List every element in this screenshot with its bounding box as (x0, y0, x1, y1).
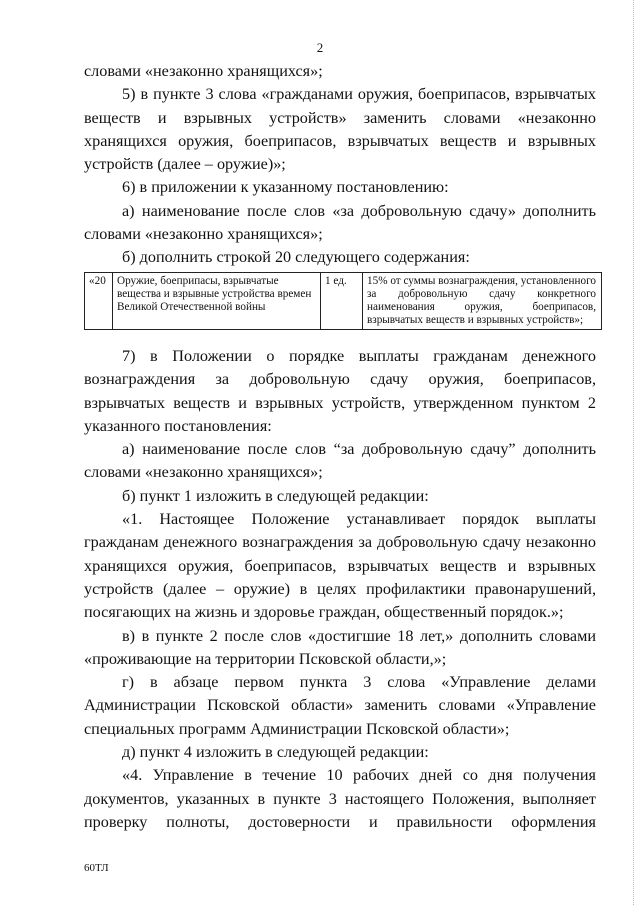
item-name-cell: Оружие, боеприпасы, взрывчатые вещества и взрывные устройства времен Великой Отечественной войны (113, 273, 321, 330)
text-block-bottom (84, 345, 596, 834)
paragraph: а) наименование после слов “за добровольную сдачу” дополнить словами «незаконно хранящихся»; (84, 440, 596, 482)
page-number: 2 (316, 40, 324, 55)
reward-cell: 15% от суммы вознаграждения, установленного за добровольную сдачу конкретного наименования оружия, боеприпасов, взрывчатых веществ и взрывных устройств»; (363, 273, 602, 330)
paragraph: «4. Управление в течение 10 рабочих дней со дня получения документов, указанных в пункте 3 настоящего Положения, выполняет проверку полноты, достоверности и правильности оформления (84, 766, 596, 831)
paragraph: д) пункт 4 изложить в следующей редакции: (122, 743, 429, 762)
paragraph: г) в абзаце первом пункта 3 слова «Управление делами Администрации Псковской области» заменить словами «Управление специальных программ Администрации Псковской области»; (84, 673, 596, 738)
unit-cell: 1 ед. (321, 273, 363, 330)
table-row (85, 273, 602, 330)
paragraph: а) наименование после слов «за добровольную сдачу» дополнить словами «незаконно хранящихся»; (84, 201, 596, 244)
scan-edge-line (632, 0, 634, 905)
document-code: 60ТЛ (84, 862, 109, 874)
paragraph: 5) в пункте 3 слова «гражданами оружия, боеприпасов, взрывчатых веществ и взрывных устройств» заменить словами «незаконно хранящихся оружия, боеприпасов, взрывчатых веществ и взрывных устройств (далее – оружие)»; (84, 85, 596, 174)
paragraph: 7) в Положении о порядке выплаты гражданам денежного вознаграждения за добровольную сдачу оружия, боеприпасов, взрывчатых веществ и взрывных устройств, утвержденном пунктом 2 указанного постановления: (84, 347, 596, 435)
paragraph: б) дополнить строкой 20 следующего содержания: (122, 248, 470, 267)
paragraph: 6) в приложении к указанному постановлению: (122, 178, 449, 197)
paragraph: б) пункт 1 изложить в следующей редакции: (122, 486, 429, 505)
paragraph: словами «незаконно хранящихся»; (84, 62, 323, 80)
text-block-top (84, 60, 596, 270)
row-number-cell: «20 (85, 273, 113, 330)
paragraph: в) в пункте 2 после слов «достигшие 18 лет,» дополнить словами «проживающие на территории Псковской области,»; (84, 626, 596, 668)
amendment-table (84, 272, 602, 330)
paragraph: «1. Настоящее Положение устанавливает порядок выплаты гражданам денежного вознаграждения за добровольную сдачу незаконно хранящихся оружия, боеприпасов, взрывчатых веществ и взрывных устройств (далее – оружие) в целях профилактики правонарушений, посягающих на жизнь и здоровье граждан, общественный порядок.»; (84, 510, 596, 622)
